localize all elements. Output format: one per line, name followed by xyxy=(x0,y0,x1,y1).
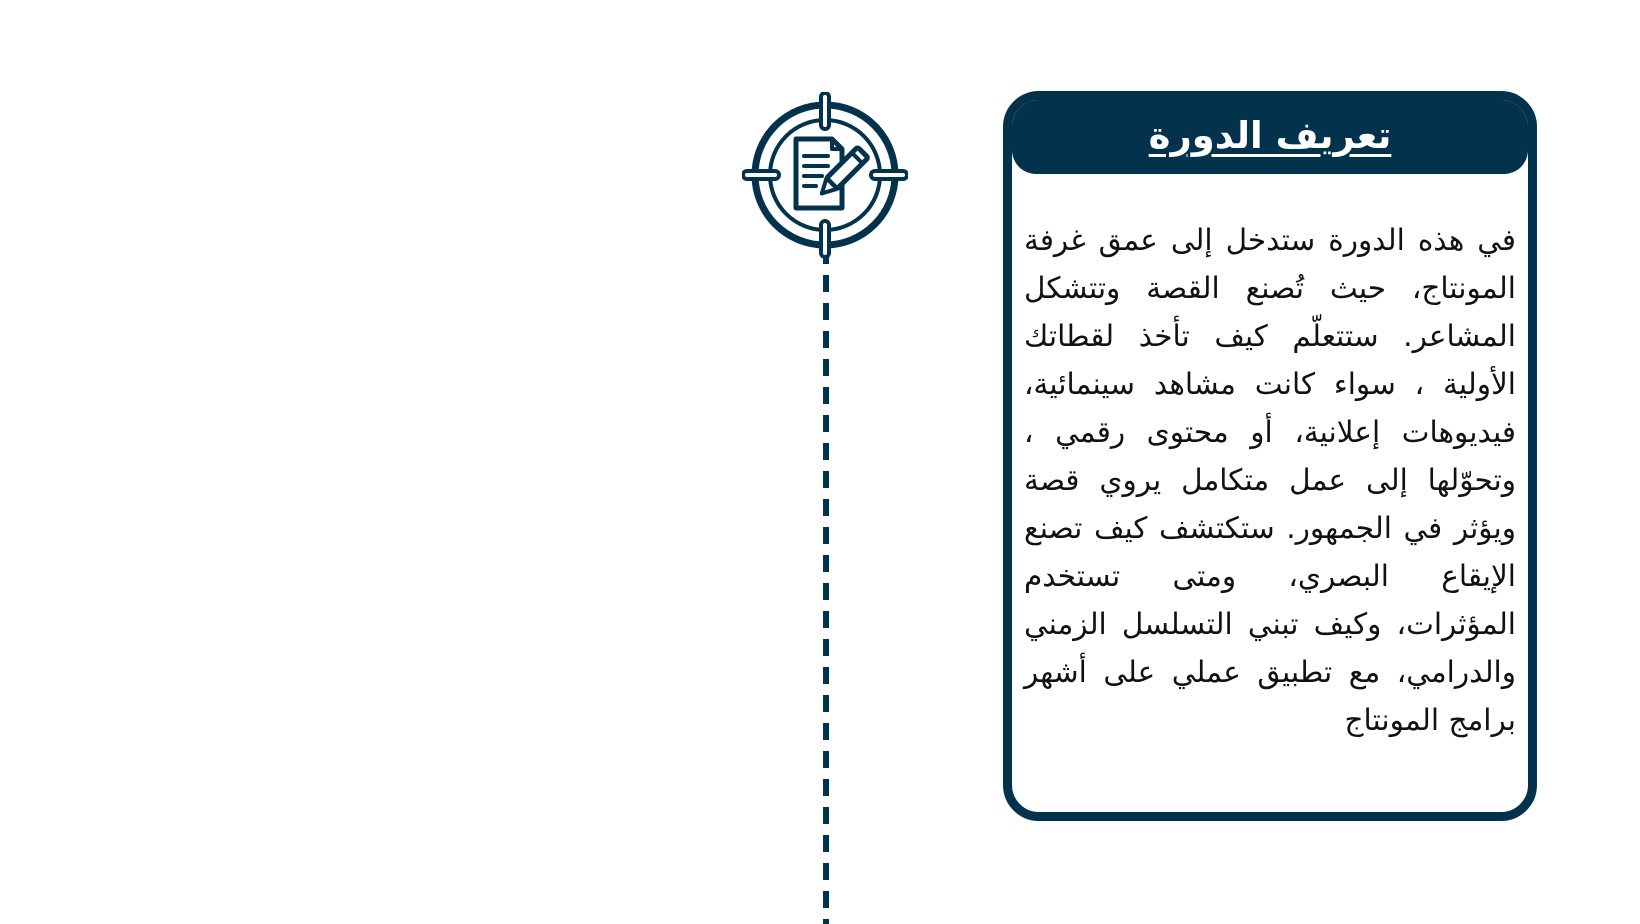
card-header xyxy=(1012,100,1528,174)
card-body-text: في هذه الدورة ستدخل إلى عمق غرفة المونتاج، حيث تُصنع القصة وتتشكل المشاعر. ستتعلّم كيف تأخذ لقطاتك الأولية ، سواء كانت مشاهد سينمائية، فيديوهات إعلانية، أو محتوى رقمي ، وتحوّلها إلى عمل متكامل يروي قصة ويؤثر في الجمهور. ستكتشف كيف تصنع الإيقاع البصري، ومتى تستخدم المؤثرات، وكيف تبني التسلسل الزمني والدرامي، مع تطبيق عملي على أشهر برامج المونتاج xyxy=(1024,223,1516,737)
card-title: تعريف الدورة xyxy=(1148,113,1392,157)
course-definition-card xyxy=(1003,91,1537,821)
timeline-dashed-line xyxy=(823,247,829,924)
document-edit-target-icon xyxy=(742,92,908,258)
